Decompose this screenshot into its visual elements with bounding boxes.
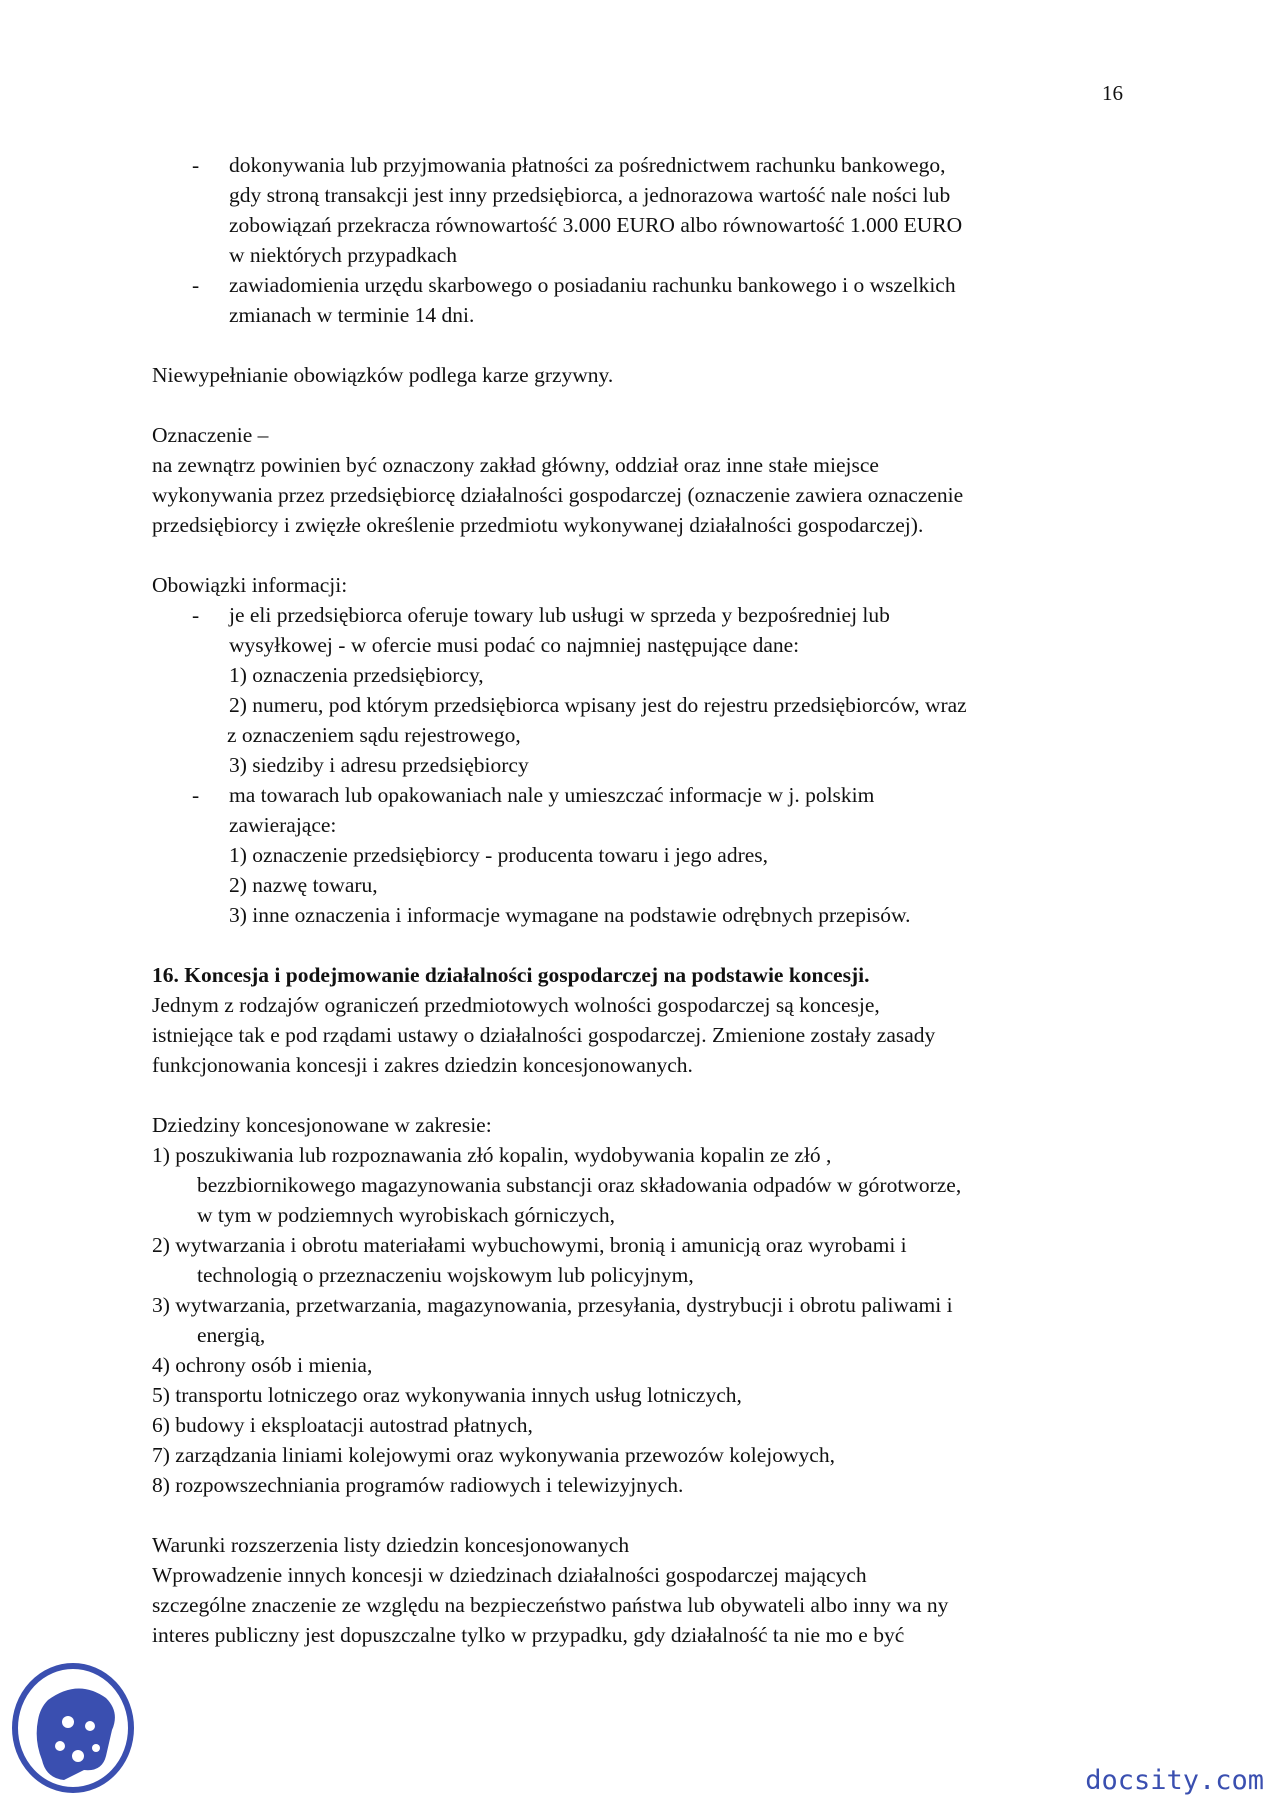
warunki-text: Wprowadzenie innych koncesji w dziedzinach działalności gospodarczej mających: [152, 1563, 867, 1587]
obowiazki-heading: Obowiązki informacji:: [152, 573, 348, 597]
bullet-text: gdy stroną transakcji jest inny przedsiębiorca, a jednorazowa wartość nale ności lub: [229, 183, 951, 207]
paragraph-penalty: Niewypełnianie obowiązków podlega karze grzywny.: [152, 363, 614, 387]
numbered-item: 6) budowy i eksploatacji autostrad płatnych,: [152, 1413, 533, 1437]
bullet-text: zawiadomienia urzędu skarbowego o posiadaniu rachunku bankowego i o wszelkich: [229, 273, 956, 297]
warunki-heading: Warunki rozszerzenia listy dziedzin koncesjonowanych: [152, 1533, 630, 1557]
bullet-text: 1) oznaczenia przedsiębiorcy,: [229, 663, 484, 687]
bullet-dash: -: [192, 153, 200, 177]
bullet-text: wysyłkowej - w ofercie musi podać co najmniej następujące dane:: [229, 633, 800, 657]
section-text: Jednym z rodzajów ograniczeń przedmiotowych wolności gospodarczej są koncesje,: [152, 993, 880, 1017]
bullet-item: [152, 270, 1162, 330]
dziedziny-heading: Dziedziny koncesjonowane w zakresie:: [152, 1113, 492, 1137]
docsity-logo-icon[interactable]: [8, 1660, 138, 1800]
numbered-item: 4) ochrony osób i mienia,: [152, 1353, 373, 1377]
numbered-text: 2) wytwarzania i obrotu materiałami wybuchowymi, bronią i amunicją oraz wyrobami i: [152, 1233, 907, 1257]
numbered-text: technologią o przeznaczeniu wojskowym lub policyjnym,: [197, 1263, 694, 1287]
bullet-text: je eli przedsiębiorca oferuje towary lub usługi w sprzeda y bezpośredniej lub: [229, 603, 890, 627]
oznaczenie-text: przedsiębiorcy i zwięzłe określenie przedmiotu wykonywanej działalności gospodarczej).: [152, 513, 924, 537]
docsity-brand-link[interactable]: docsity.com: [1085, 1765, 1264, 1796]
numbered-item: 7) zarządzania liniami kolejowymi oraz wykonywania przewozów kolejowych,: [152, 1443, 835, 1467]
warunki-text: interes publiczny jest dopuszczalne tylko w przypadku, gdy działalność ta nie mo e być: [152, 1623, 905, 1647]
oznaczenie-text: wykonywania przez przedsiębiorcę działalności gospodarczej (oznaczenie zawiera oznaczenie: [152, 483, 964, 507]
bullet-item: [152, 600, 1162, 780]
bullet-text: z oznaczeniem sądu rejestrowego,: [227, 723, 521, 747]
section-text: funkcjonowania koncesji i zakres dziedzin koncesjonowanych.: [152, 1053, 693, 1077]
bullet-item: [152, 150, 1162, 270]
section-text: istniejące tak e pod rządami ustawy o działalności gospodarczej. Zmienione zostały zasady: [152, 1023, 936, 1047]
numbered-item: 8) rozpowszechniania programów radiowych i telewizyjnych.: [152, 1473, 684, 1497]
bullet-item: [152, 780, 1162, 930]
page-number: 16: [1102, 81, 1123, 105]
bullet-dash: -: [192, 783, 200, 807]
numbered-item: [152, 1230, 1162, 1290]
bullet-text: zmianach w terminie 14 dni.: [229, 303, 475, 327]
warunki-text: szczególne znaczenie ze względu na bezpieczeństwo państwa lub obywateli albo inny wa ny: [152, 1593, 949, 1617]
numbered-text: w tym w podziemnych wyrobiskach górniczych,: [197, 1203, 615, 1227]
numbered-text: 3) wytwarzania, przetwarzania, magazynowania, przesyłania, dystrybucji i obrotu paliwami i: [152, 1293, 953, 1317]
numbered-text: 1) poszukiwania lub rozpoznawania złó kopalin, wydobywania kopalin ze złó ,: [152, 1143, 832, 1167]
bullet-text: 1) oznaczenie przedsiębiorcy - producenta towaru i jego adres,: [229, 843, 769, 867]
bullet-text: 2) nazwę towaru,: [229, 873, 378, 897]
bullet-text: zawierające:: [229, 813, 337, 837]
bullet-text: 2) numeru, pod którym przedsiębiorca wpisany jest do rejestru przedsiębiorców, wraz: [229, 693, 967, 717]
numbered-item: [152, 1140, 1162, 1230]
oznaczenie-text: na zewnątrz powinien być oznaczony zakład główny, oddział oraz inne stałe miejsce: [152, 453, 879, 477]
oznaczenie-heading: Oznaczenie –: [152, 423, 269, 447]
bullet-text: zobowiązań przekracza równowartość 3.000 EURO albo równowartość 1.000 EURO: [229, 213, 963, 237]
section-heading: 16. Koncesja i podejmowanie działalności gospodarczej na podstawie koncesji.: [152, 963, 870, 987]
bullet-text: w niektórych przypadkach: [229, 243, 458, 267]
numbered-item: [152, 1290, 1162, 1350]
bullet-text: ma towarach lub opakowaniach nale y umieszczać informacje w j. polskim: [229, 783, 875, 807]
document-body: [152, 150, 1162, 1650]
bullet-text: 3) siedziby i adresu przedsiębiorcy: [229, 753, 529, 777]
bullet-dash: -: [192, 603, 200, 627]
numbered-text: bezzbiornikowego magazynowania substancji oraz składowania odpadów w górotworze,: [197, 1173, 962, 1197]
numbered-item: 5) transportu lotniczego oraz wykonywania innych usług lotniczych,: [152, 1383, 742, 1407]
bullet-dash: -: [192, 273, 200, 297]
numbered-text: energią,: [197, 1323, 266, 1347]
bullet-text: 3) inne oznaczenia i informacje wymagane na podstawie odrębnych przepisów.: [229, 903, 911, 927]
bullet-text: dokonywania lub przyjmowania płatności za pośrednictwem rachunku bankowego,: [229, 153, 946, 177]
